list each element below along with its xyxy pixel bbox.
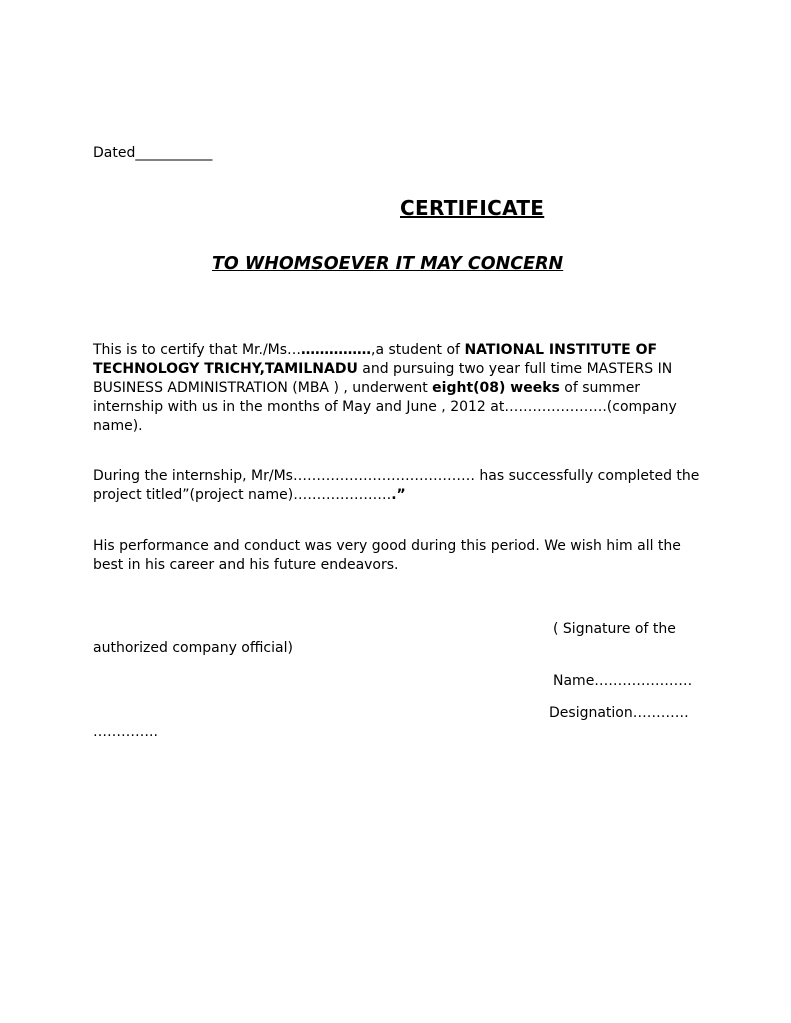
document-subtitle: TO WHOMSOEVER IT MAY CONCERN	[212, 254, 564, 274]
signature-label-line2: authorized company official)	[93, 640, 293, 656]
paragraph1-text-4: of summer internship with us in the months of May and June , 2012 at………………….(company name).	[93, 380, 677, 434]
student-name-placeholder: ……………	[301, 342, 372, 358]
performance-paragraph: His performance and conduct was very good during this period. We wish him all the best in his career and his future endeavors.	[93, 538, 681, 573]
paragraph1-text-1: This is to certify that Mr./Ms…	[93, 342, 302, 358]
project-paragraph	[93, 467, 713, 505]
signature-label-line1: ( Signature of the	[553, 621, 676, 637]
document-title: CERTIFICATE	[400, 196, 545, 220]
paragraph2-closing-quote: .”	[391, 487, 406, 503]
certification-paragraph	[93, 341, 713, 436]
dated-field: Dated___________	[93, 145, 213, 161]
designation-field: Designation…………	[549, 705, 689, 721]
paragraph2-text: During the internship, Mr/Ms………………………………… has successfully completed the project titled”(project name)…………………	[93, 468, 700, 503]
internship-duration: eight(08) weeks	[432, 380, 560, 396]
institute-name: NATIONAL INSTITUTE OF TECHNOLOGY TRICHY,TAMILNADU	[93, 342, 658, 377]
paragraph1-text-2: ,a student of	[371, 342, 465, 358]
paragraph1-text-3: and pursuing two year full time MASTERS IN BUSINESS ADMINISTRATION (MBA ) , underwent	[93, 361, 673, 396]
designation-field-continued: …………..	[93, 724, 158, 740]
name-field: Name…………………	[553, 673, 693, 689]
